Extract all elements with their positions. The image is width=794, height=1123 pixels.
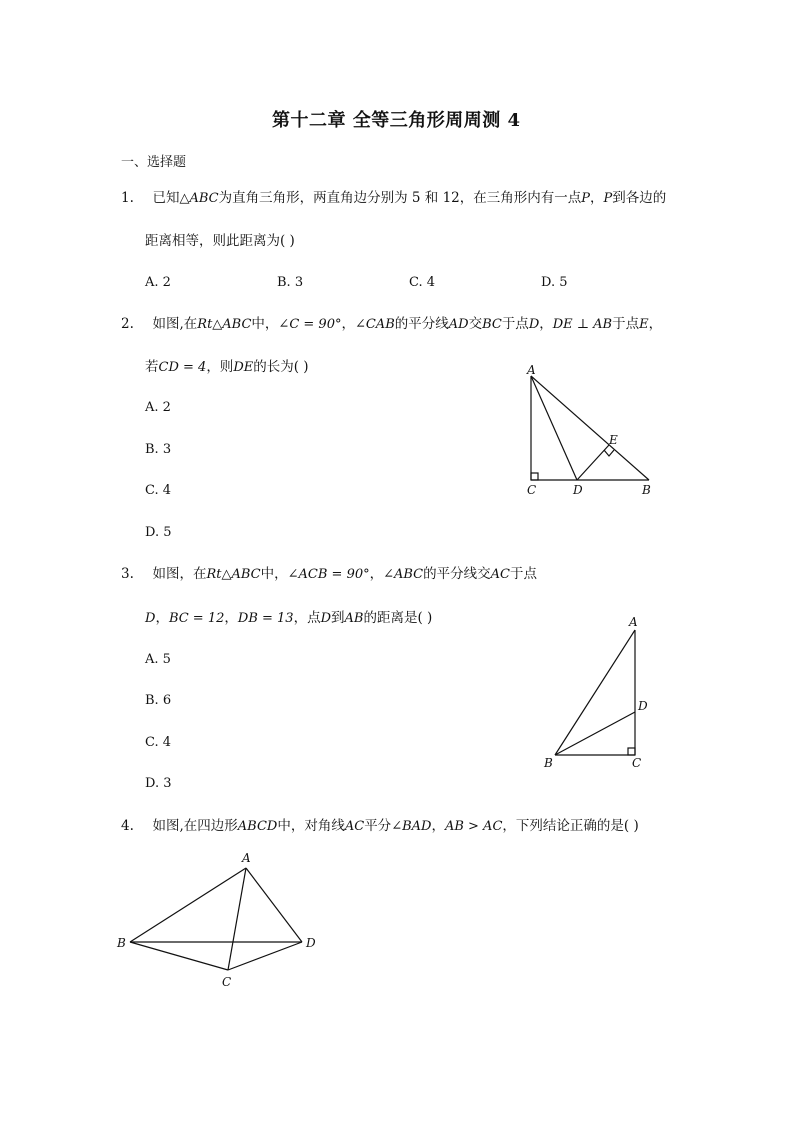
question-2-line-2: 若CD = 4，则DE的长为( )	[145, 359, 309, 375]
option-a: A. 5	[145, 652, 171, 667]
option-d: D. 5	[541, 275, 568, 290]
answer-blank: ( )	[623, 818, 639, 834]
segment-ab	[555, 630, 635, 755]
option-c: C. 4	[145, 483, 172, 498]
label-d: D	[573, 483, 583, 497]
label-b: B	[117, 936, 126, 950]
option-c: C. 4	[145, 735, 172, 750]
option-c: C. 4	[409, 275, 436, 290]
segment-ad	[531, 376, 577, 480]
option-b: B. 6	[145, 693, 172, 708]
question-number: 3.	[121, 566, 134, 582]
label-e: E	[609, 433, 618, 447]
figure-q4-quadrilateral	[112, 848, 327, 993]
answer-blank: ( )	[280, 233, 295, 249]
segment-ac	[228, 868, 246, 970]
figure-q3-triangle	[540, 612, 655, 772]
question-number: 1.	[121, 190, 134, 206]
option-a: A. 2	[145, 400, 171, 415]
answer-blank: ( )	[293, 359, 309, 375]
answer-blank: ( )	[417, 610, 433, 626]
question-2-line-1: 2. 如图,在Rt△ABC中，∠C = 90°，∠CAB的平分线AD交BC于点D，DE ⊥ AB于点E，	[121, 316, 663, 332]
section-heading: 一、选择题	[121, 155, 187, 170]
segment-ab	[130, 868, 246, 942]
segment-bc	[130, 942, 228, 970]
segment-cd	[228, 942, 302, 970]
option-b: B. 3	[145, 442, 172, 457]
label-b: B	[544, 756, 553, 770]
figure-q2-triangle	[520, 362, 660, 502]
label-a: A	[527, 363, 536, 377]
label-c: C	[222, 975, 232, 989]
question-number: 4.	[121, 818, 134, 834]
label-a: A	[242, 851, 251, 865]
question-1-line-2: 距离相等，则此距离为( )	[145, 233, 295, 249]
segment-ab	[531, 376, 649, 480]
label-a: A	[629, 615, 638, 629]
right-angle-mark-e	[604, 450, 614, 456]
option-b: B. 3	[277, 275, 304, 290]
question-number: 2.	[121, 316, 134, 332]
option-d: D. 5	[145, 525, 172, 540]
segment-bd	[555, 712, 635, 755]
label-c: C	[632, 756, 642, 770]
question-3-line-1: 3. 如图，在Rt△ABC中，∠ACB = 90°，∠ABC的平分线交AC于点	[121, 566, 537, 582]
question-1-line-1: 1. 已知△ABC为直角三角形，两直角边分别为 5 和 12，在三角形内有一点P，P到各边的	[121, 190, 667, 206]
question-4-line-1: 4. 如图,在四边形ABCD中，对角线AC平分∠BAD，AB > AC，下列结论正确的是( )	[121, 818, 639, 834]
right-angle-mark-c	[531, 473, 538, 480]
page-title: 第十二章 全等三角形周周测 4	[272, 110, 521, 131]
label-c: C	[527, 483, 537, 497]
question-3-line-2: D，BC = 12，DB = 13，点D到AB的距离是( )	[145, 610, 433, 626]
segment-ad	[246, 868, 302, 942]
label-d: D	[638, 699, 648, 713]
right-angle-mark-c	[628, 748, 635, 755]
label-d: D	[306, 936, 316, 950]
label-b: B	[642, 483, 651, 497]
option-d: D. 3	[145, 776, 172, 791]
option-a: A. 2	[145, 275, 171, 290]
